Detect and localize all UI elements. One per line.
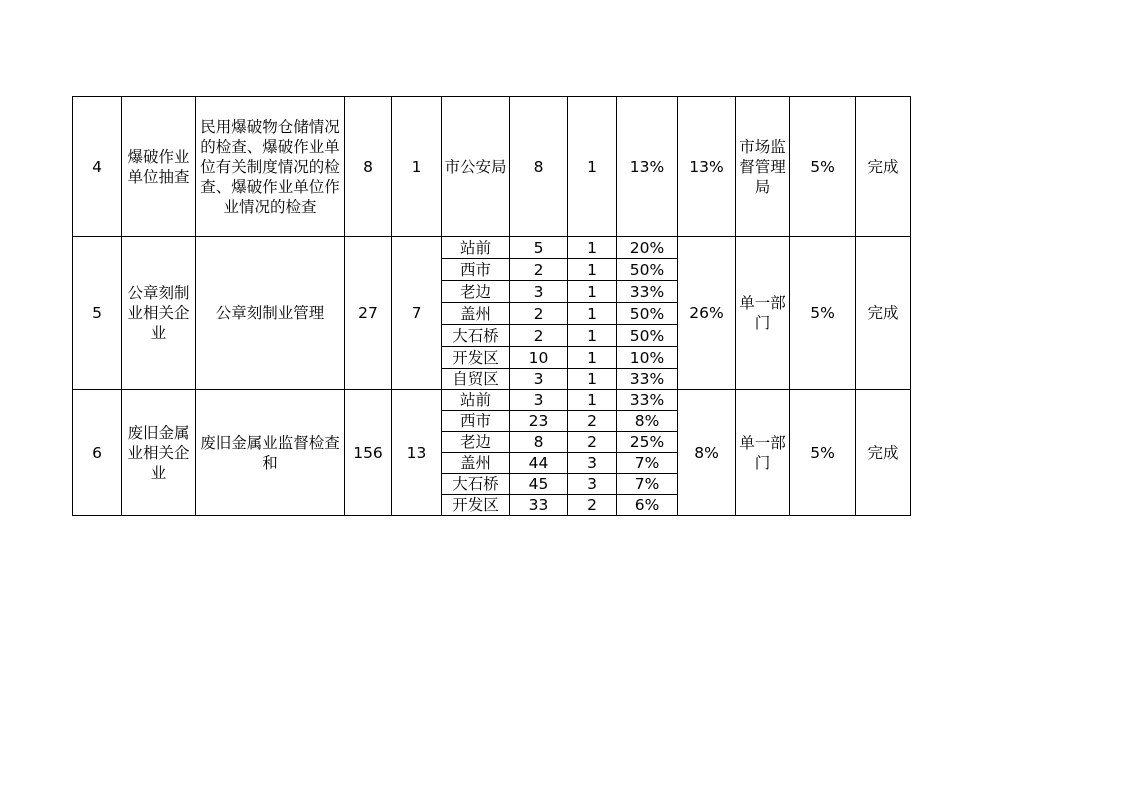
overall-rate: 8% [678,390,736,516]
unit-name: 西市 [442,411,510,432]
inspection-category: 爆破作业单位抽查 [122,97,196,237]
unit-sampled: 1 [568,97,617,237]
unit-sampled: 2 [568,495,617,516]
unit-rate: 33% [617,390,678,411]
weight: 5% [790,390,856,516]
unit-name: 市公安局 [442,97,510,237]
row-number: 4 [73,97,122,237]
unit-total: 8 [510,97,568,237]
overall-rate: 26% [678,237,736,390]
unit-name: 开发区 [442,347,510,369]
status: 完成 [856,237,911,390]
unit-name: 开发区 [442,495,510,516]
unit-rate: 50% [617,259,678,281]
unit-sampled: 1 [568,369,617,390]
unit-sampled: 1 [568,281,617,303]
total-count: 156 [345,390,392,516]
unit-name: 站前 [442,390,510,411]
sampled-count: 13 [392,390,442,516]
unit-rate: 50% [617,325,678,347]
unit-rate: 6% [617,495,678,516]
unit-total: 2 [510,325,568,347]
unit-rate: 33% [617,281,678,303]
unit-rate: 33% [617,369,678,390]
row-number: 6 [73,390,122,516]
sampled-count: 7 [392,237,442,390]
weight: 5% [790,237,856,390]
unit-total: 3 [510,369,568,390]
unit-name: 大石桥 [442,474,510,495]
unit-name: 西市 [442,259,510,281]
unit-sampled: 1 [568,237,617,259]
unit-rate: 7% [617,453,678,474]
unit-sampled: 1 [568,259,617,281]
inspection-category: 废旧金属业相关企业 [122,390,196,516]
unit-total: 3 [510,281,568,303]
table-row [73,97,911,237]
unit-sampled: 1 [568,325,617,347]
unit-sampled: 1 [568,303,617,325]
unit-sampled: 2 [568,411,617,432]
unit-rate: 50% [617,303,678,325]
unit-total: 2 [510,259,568,281]
unit-sampled: 2 [568,432,617,453]
unit-rate: 10% [617,347,678,369]
unit-sampled: 1 [568,347,617,369]
unit-total: 8 [510,432,568,453]
table-row [73,390,911,411]
row-number: 5 [73,237,122,390]
unit-name: 盖州 [442,453,510,474]
unit-rate: 25% [617,432,678,453]
inspection-category: 公章刻制业相关企业 [122,237,196,390]
unit-rate: 7% [617,474,678,495]
unit-total: 45 [510,474,568,495]
unit-name: 老边 [442,432,510,453]
unit-name: 盖州 [442,303,510,325]
inspection-content: 民用爆破物仓储情况的检查、爆破作业单位有关制度情况的检查、爆破作业单位作业情况的检查 [196,97,345,237]
unit-total: 23 [510,411,568,432]
overall-rate: 13% [678,97,736,237]
inspection-content: 公章刻制业管理 [196,237,345,390]
unit-name: 老边 [442,281,510,303]
responsible-department: 市场监督管理局 [736,97,790,237]
unit-rate: 8% [617,411,678,432]
unit-total: 33 [510,495,568,516]
unit-total: 2 [510,303,568,325]
unit-total: 5 [510,237,568,259]
unit-total: 44 [510,453,568,474]
unit-name: 自贸区 [442,369,510,390]
unit-total: 10 [510,347,568,369]
sampled-count: 1 [392,97,442,237]
unit-sampled: 3 [568,474,617,495]
total-count: 8 [345,97,392,237]
unit-sampled: 3 [568,453,617,474]
weight: 5% [790,97,856,237]
status: 完成 [856,97,911,237]
unit-rate: 20% [617,237,678,259]
responsible-department: 单一部门 [736,390,790,516]
unit-name: 大石桥 [442,325,510,347]
unit-total: 3 [510,390,568,411]
unit-name: 站前 [442,237,510,259]
status: 完成 [856,390,911,516]
unit-rate: 13% [617,97,678,237]
responsible-department: 单一部门 [736,237,790,390]
inspection-table [72,96,911,516]
inspection-content: 废旧金属业监督检查和 [196,390,345,516]
unit-sampled: 1 [568,390,617,411]
total-count: 27 [345,237,392,390]
table-row [73,237,911,259]
